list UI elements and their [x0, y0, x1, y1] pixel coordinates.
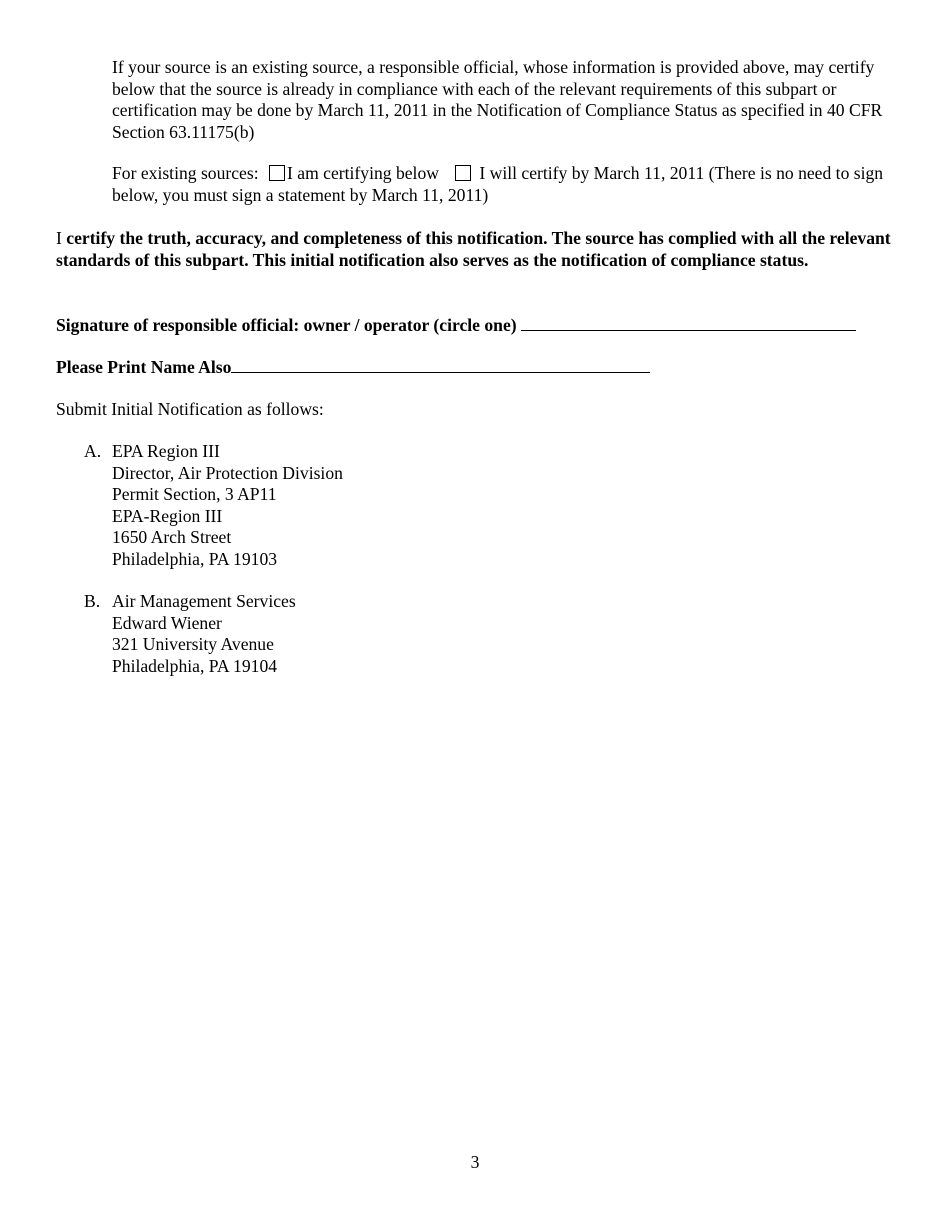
certification-text: certify the truth, accuracy, and completeness of this notification. The source has complied with all the relevant standards of this subpart. This initial notification also serves as the notification of compliance status. — [56, 228, 891, 270]
certify-later-label: I will certify by March 11, 2011 (There is no need to sign below, you must sign a statement by March 11, 2011) — [112, 163, 884, 205]
intro-paragraph: If your source is an existing source, a responsible official, whose information is provided above, may certify below that the source is already in compliance with each of the relevant requirements of this subpart or certification may be done by March 11, 2011 in the Notification of Compliance Status as specified in 40 CFR Section 63.11175(b) — [112, 57, 883, 142]
address-block-a — [56, 441, 656, 571]
certifying-below-checkbox[interactable] — [269, 165, 285, 181]
existing-sources-options — [112, 163, 902, 206]
signature-label: Signature of responsible official: owner / operator (circle one) — [56, 315, 517, 335]
print-name-label: Please Print Name Also — [56, 357, 232, 377]
address-block-b — [56, 591, 656, 681]
signature-field[interactable] — [521, 314, 856, 331]
certification-lead: I — [56, 228, 62, 248]
certification-statement — [56, 228, 896, 271]
address-lines — [112, 591, 296, 677]
address-marker: A. — [84, 441, 102, 461]
address-lines — [112, 441, 343, 570]
address-marker: B. — [84, 591, 101, 611]
certifying-below-label: I am certifying below — [287, 163, 439, 183]
print-name-field[interactable] — [231, 356, 650, 373]
signature-line — [56, 314, 916, 337]
certify-later-checkbox[interactable] — [455, 165, 471, 181]
address-line: Edward Wiener — [112, 612, 222, 633]
address-line: Permit Section, 3 AP11 — [112, 484, 277, 504]
print-name-line — [56, 356, 916, 379]
address-line: Director, Air Protection Division — [112, 462, 343, 483]
existing-sources-label: For existing sources: — [112, 163, 259, 183]
page-number: 3 — [470, 1152, 480, 1172]
address-line: Air Management Services — [112, 591, 296, 611]
address-line: 321 University Avenue — [112, 634, 274, 654]
address-line: Philadelphia, PA 19103 — [112, 548, 278, 569]
submit-heading: Submit Initial Notification as follows: — [56, 399, 324, 419]
address-line: Philadelphia, PA 19104 — [112, 655, 278, 676]
address-line: EPA-Region III — [112, 505, 223, 526]
address-line: EPA Region III — [112, 441, 220, 461]
address-line: 1650 Arch Street — [112, 527, 232, 547]
